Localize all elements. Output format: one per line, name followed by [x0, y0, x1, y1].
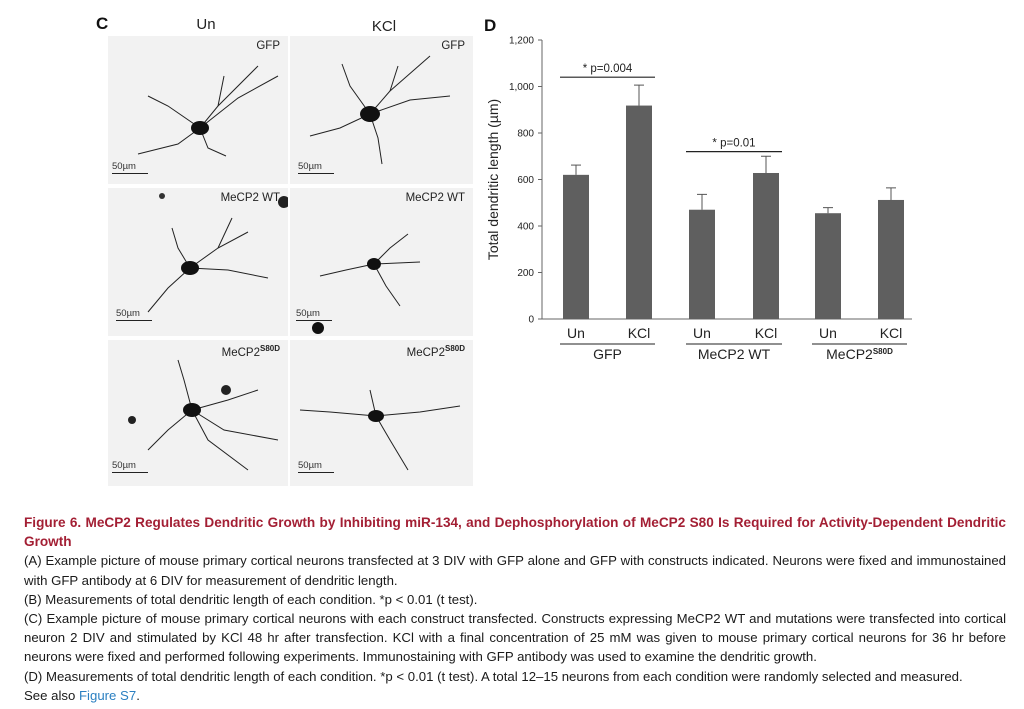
micrograph-gfp-un — [107, 35, 289, 185]
bar — [689, 210, 715, 319]
caption-title: Figure 6. MeCP2 Regulates Dendritic Growth by Inhibiting miR-134, and Dephosphorylation of MeCP2 S80 Is Required for Activity-Dependent Dendritic Growth — [24, 515, 1006, 550]
panel-c-letter: C — [96, 14, 109, 33]
x-tick-label: Un — [819, 325, 837, 341]
bar — [563, 175, 589, 319]
micrograph-gfp-kcl — [289, 35, 474, 185]
caption-part-c: (C) Example picture of mouse primary cortical neurons with each construct transfected. Constructs expressing MeCP2 WT and mutations were transfected into cortical neuron 2 DIV and stimulated by KCl 48 hr after transfection. KCl with a final concentration of 25 mM was given to mouse primary cortical neurons for 36 hr before neurons were fixed and performed following experiments. Immunostaining with GFP antibody was used to examine the dendritic growth. — [24, 611, 1006, 665]
row-label: GFP — [441, 40, 465, 52]
caption-see-also: See also Figure S7. — [24, 687, 140, 703]
y-tick-label: 600 — [517, 175, 534, 186]
significance-label: * p=0.01 — [712, 137, 756, 150]
group-label: MeCP2 WT — [697, 346, 771, 362]
x-tick-label: KCl — [754, 325, 778, 341]
column-header-un: Un — [196, 16, 216, 33]
y-tick-label: 1,200 — [508, 35, 534, 47]
micrograph-mecp2s80d-kcl — [289, 339, 474, 487]
row-label: MeCP2 WT — [220, 192, 280, 204]
y-tick-label: 400 — [517, 221, 534, 233]
y-tick-label: 0 — [528, 314, 534, 326]
bar — [815, 213, 841, 319]
significance-label: * p=0.004 — [582, 63, 633, 76]
column-header-kcl: KCl — [371, 18, 397, 35]
scale-bar: 50µm — [298, 460, 334, 473]
scale-bar: 50µm — [112, 460, 148, 473]
x-tick-label: KCl — [879, 325, 903, 341]
x-tick-label: KCl — [627, 325, 651, 341]
panel-d-letter: D — [484, 16, 497, 35]
x-tick-label: Un — [567, 325, 585, 341]
scale-bar: 50µm — [116, 308, 152, 321]
group-label: GFP — [593, 346, 622, 362]
row-label: $MeCP2^{S80D}$ — [221, 344, 280, 359]
scale-bar: 50µm — [112, 161, 148, 174]
bar — [878, 200, 904, 319]
row-label: $MeCP2^{S80D}$ — [406, 344, 465, 359]
scale-bar: 50µm — [298, 161, 334, 174]
micrograph-mecp2wt-un — [107, 187, 289, 337]
dendritic-length-chart — [480, 28, 920, 378]
row-label: MeCP2 WT — [405, 192, 465, 204]
caption-part-d: (D) Measurements of total dendritic length of each condition. *p < 0.01 (t test). A total 12–15 neurons from each condition were randomly selected and measured. — [24, 668, 963, 684]
caption-part-a: (A) Example picture of mouse primary cortical neurons transfected at 3 DIV with GFP alone and GFP with constructs indicated. Neurons were fixed and immunostained with GFP antibody at 6 DIV for measurement of dendritic length. — [24, 553, 1006, 588]
micrograph-mecp2wt-kcl — [289, 187, 474, 337]
scale-bar: 50µm — [296, 308, 332, 321]
bar — [626, 106, 652, 319]
y-tick-label: 800 — [517, 128, 534, 140]
figure-s7-link[interactable]: Figure S7 — [79, 687, 137, 703]
group-label: $MeCP2^{S80D}$ — [826, 346, 893, 362]
y-tick-label: 200 — [517, 268, 534, 279]
figure-caption — [24, 513, 1006, 705]
bar — [753, 173, 779, 319]
row-label: GFP — [256, 40, 280, 52]
y-tick-label: 1,000 — [508, 82, 534, 93]
micrograph-mecp2s80d-un — [107, 339, 289, 487]
y-axis-label: Total dendritic length (µm) — [485, 98, 501, 261]
x-tick-label: Un — [693, 325, 711, 341]
caption-part-b: (B) Measurements of total dendritic length of each condition. *p < 0.01 (t test). — [24, 591, 478, 607]
